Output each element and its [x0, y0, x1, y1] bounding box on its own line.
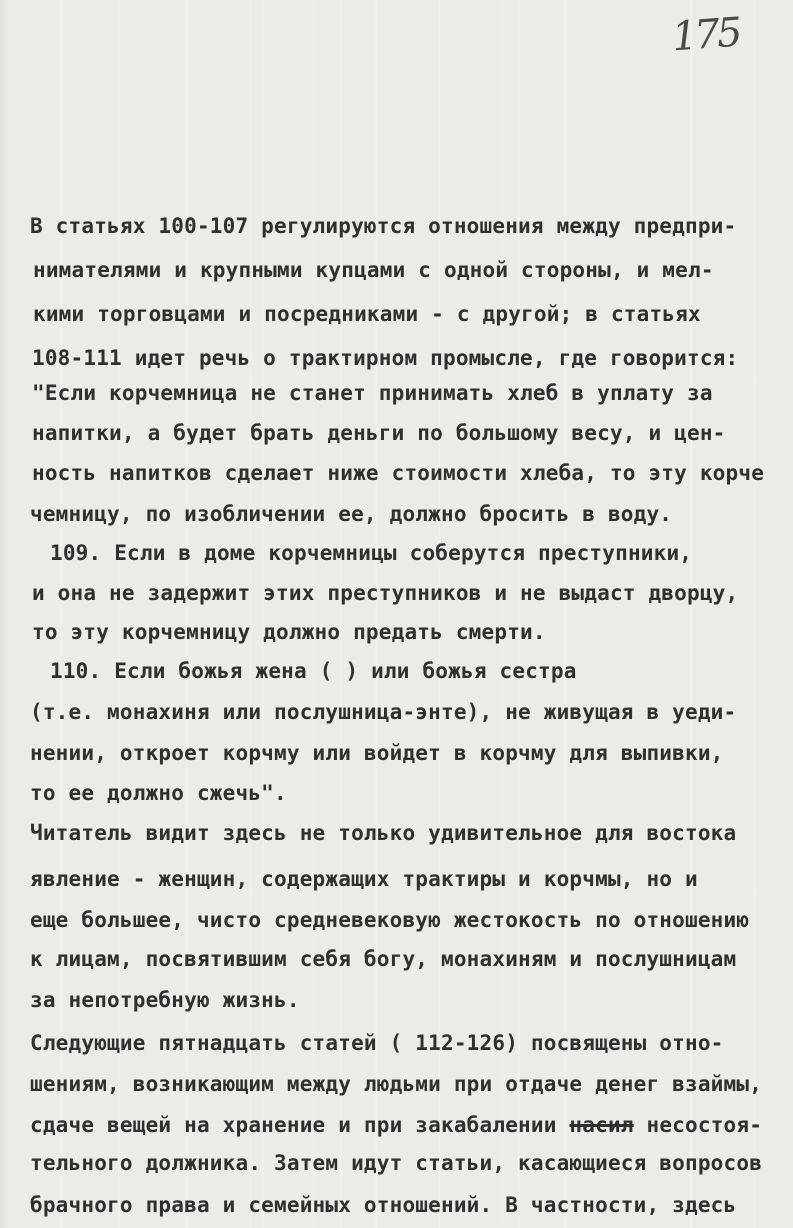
text-line-16: Читатель видит здесь не только удивительное для востока — [30, 821, 737, 845]
text-line-23 — [30, 1113, 762, 1137]
text-line-21: Следующие пятнадцать статей ( 112-126) посвящены отно- — [30, 1031, 724, 1055]
text-line-25: брачного права и семейных отношений. В частности, здесь — [30, 1193, 737, 1217]
text-line-1: В статьях 100-107 регулируются отношения между предпри- — [30, 214, 737, 238]
text-line-8: чемницу, по изобличении ее, должно бросить в воду. — [30, 502, 673, 526]
text-line-7: ность напитков сделает ниже стоимости хлеба, то эту корче — [32, 461, 765, 485]
text-line-9: 109. Если в доме корчемницы соберутся преступники, — [50, 541, 693, 565]
text-line-4: 108-111 идет речь о трактирном промысле, где говорится: — [32, 346, 739, 370]
text-line-20: за непотребную жизнь. — [30, 988, 300, 1012]
text-line-17: явление - женщин, содержащих трактиры и корчмы, но и — [30, 867, 698, 891]
text-line-5: "Если корчемница не станет принимать хлеб в уплату за — [32, 381, 713, 405]
text-line-22: шениям, возникающим между людьми при отдаче денег взаймы, — [30, 1072, 763, 1096]
text-line-6: напитки, а будет брать деньги по большому весу, и цен- — [32, 421, 726, 445]
page-folio-number: 175 — [670, 9, 741, 61]
text-line-23-start: сдаче вещей на хранение и при закабалении — [30, 1113, 557, 1137]
text-line-12: 110. Если божья жена ( ) или божья сестра — [50, 659, 577, 683]
text-line-18: еще большее, чисто средневековую жестокость по отношению — [30, 908, 750, 932]
text-line-2: нимателями и крупными купцами с одной стороны, и мел- — [33, 258, 714, 282]
text-line-24: тельного должника. Затем идут статьи, касающиеся вопросов — [30, 1151, 763, 1175]
text-line-11: то эту корчемницу должно предать смерти. — [32, 620, 546, 644]
text-line-15: то ее должно сжечь". — [30, 781, 287, 805]
text-line-23-end: несостоя- — [646, 1113, 763, 1137]
text-line-3: кими торговцами и посредниками - с другой; в статьях — [33, 302, 701, 326]
text-line-14: нении, откроет корчму или войдет в корчму для выпивки, — [30, 741, 724, 765]
text-line-19: к лицам, посвятившим себя богу, монахиням и послушницам — [30, 947, 737, 971]
text-line-10: и она не задержит этих преступников и не выдаст дворцу, — [32, 581, 739, 605]
text-line-13: (т.е. монахиня или послушница-энте), не живущая в уеди- — [30, 700, 737, 724]
struck-word: насил — [569, 1113, 634, 1137]
